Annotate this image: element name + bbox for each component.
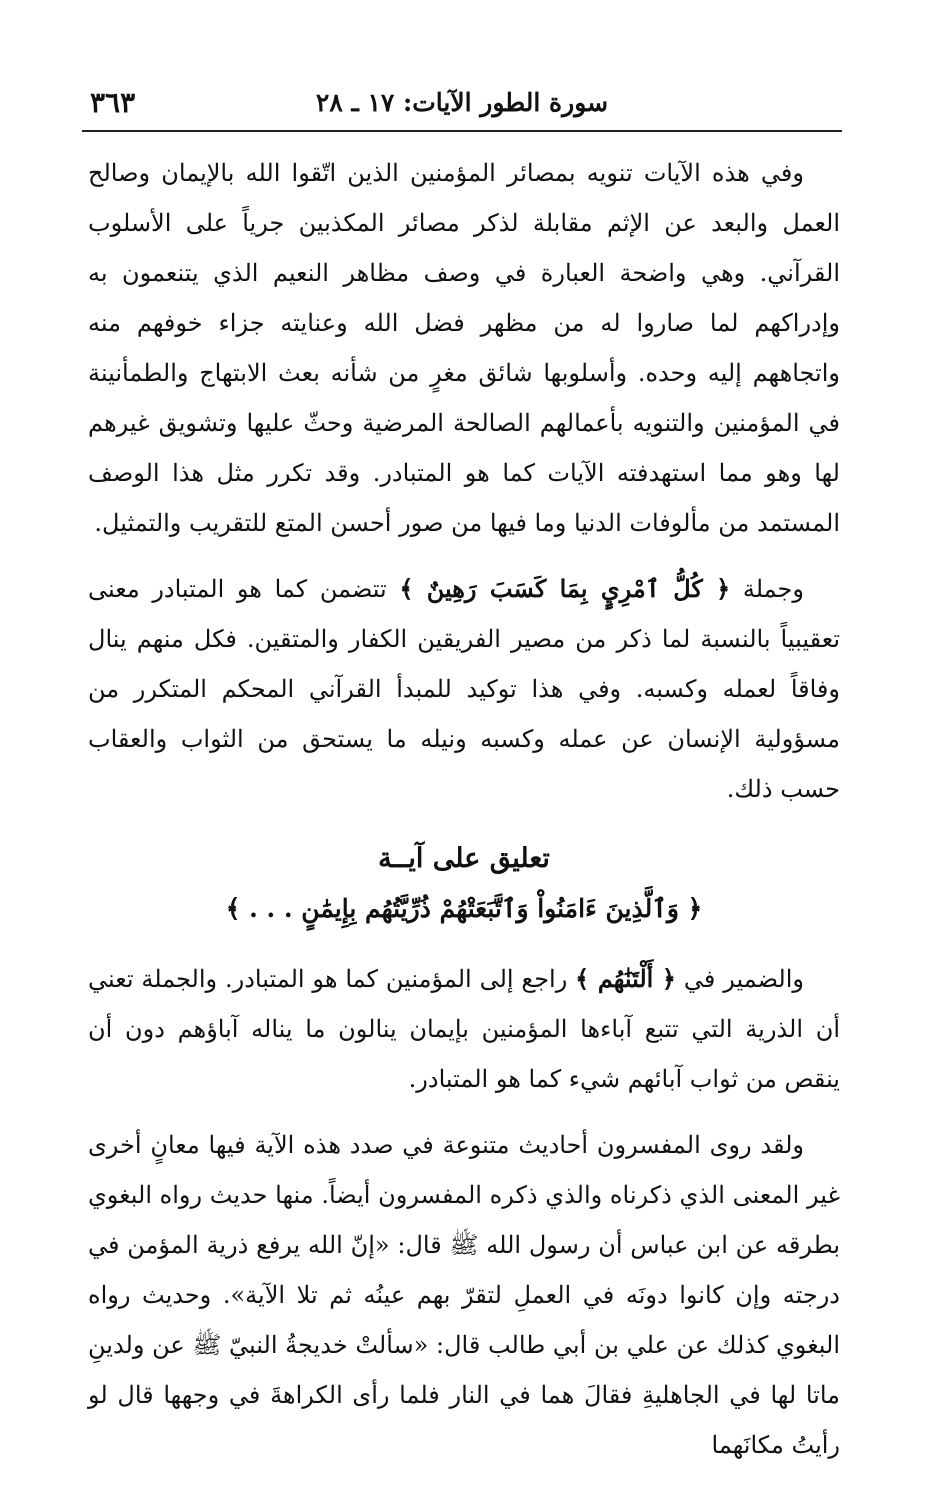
paragraph-lead: وجملة (742, 575, 804, 603)
quran-quote: ﴿ كُلُّ ٱمْرِيٍٕ بِمَا كَسَبَ رَهِينٌ ﴾ (399, 574, 731, 603)
paragraph-every-person (88, 564, 840, 814)
header-divider (82, 130, 842, 132)
paragraph-rest: تتضمن كما هو المتبادر معنى تعقيبياً بالنسبة لما ذكر من مصير الفريقين الكفار والمتقين. فكل منهم ينال وفاقاً لعمله وكسبه. وفي هذا توكيد للمبدأ القرآني المحكم المتكرر من مسؤولية الإنسان عن عمله وكسبه ونيله ما يستحق من الثواب والعقاب حسب ذلك. (88, 575, 840, 803)
page-number: ٣٦٣ (90, 86, 136, 119)
section-verse: ﴿ وَٱلَّذِينَ ءَامَنُواْ وَٱتَّبَعَتْهُمْ ذُرِّيَّتُهُم بِإِيمَٰنٍ . . . ﴾ (225, 894, 703, 923)
paragraph-rest: راجع إلى المؤمنين كما هو المتبادر. والجملة تعني أن الذرية التي تتبع آباءها المؤمنين بإيمان ينالون ما يناله آباؤهم دون أن ينقص من ثواب آبائهم شيء كما هو المتبادر. (88, 965, 840, 1093)
paragraph-hadiths: ولقد روى المفسرون أحاديث متنوعة في صدد هذه الآية فيها معانٍ أخرى غير المعنى الذي ذكرناه والذي ذكره المفسرون أيضاً. منها حديث رواه البغوي بطرقه عن ابن عباس أن رسول الله ﷺ قال: «إنّ الله يرفع ذرية المؤمن في درجته وإن كانوا دونَه في العملِ لتقرّ بهم عينُه ثم تلا الآية». وحديث رواه البغوي كذلك عن علي بن أبي طالب قال: «سألتْ خديجةُ النبيّ ﷺ عن ولدينِ ماتا لها في الجاهليةِ فقالَ هما في النار فلما رأى الكراهةَ في وجهها قال لو رأيتُ مكانَهما (88, 1131, 840, 1459)
running-title: سورة الطور الآيات: ١٧ ـ ٢٨ (315, 88, 609, 117)
paragraph-verses-commentary: وفي هذه الآيات تنويه بمصائر المؤمنين الذين اتّقوا الله بالإيمان وصالح العمل والبعد عن الإثم مقابلة لذكر مصائر المكذبين جرياً على الأسلوب القرآني. وهي واضحة العبارة في وصف مظاهر النعيم الذي يتنعمون به وإدراكهم لما صاروا له من مظهر فضل الله وعنايته جزاء خوفهم منه واتجاههم إليه وحده. وأسلوبها شائق مغرٍ من شأنه بعث الابتهاج والطمأنينة في المؤمنين والتنويه بأعمالهم الصالحة المرضية وحثّ عليها وتشويق غيرهم لها وهو مما استهدفته الآيات كما هو المتبادر. وقد تكرر مثل هذا الوصف المستمد من مألوفات الدنيا وما فيها من صور أحسن المتع للتقريب والتمثيل. (88, 159, 840, 537)
section-heading: تعليق على آيــة (378, 843, 550, 874)
paragraph-pronoun (88, 954, 840, 1104)
quran-quote: ﴿ أَلْتَنَٰهُم ﴾ (575, 964, 676, 993)
page-header (82, 78, 842, 134)
page-body (88, 148, 840, 1486)
paragraph-lead: والضمير في (683, 965, 804, 993)
